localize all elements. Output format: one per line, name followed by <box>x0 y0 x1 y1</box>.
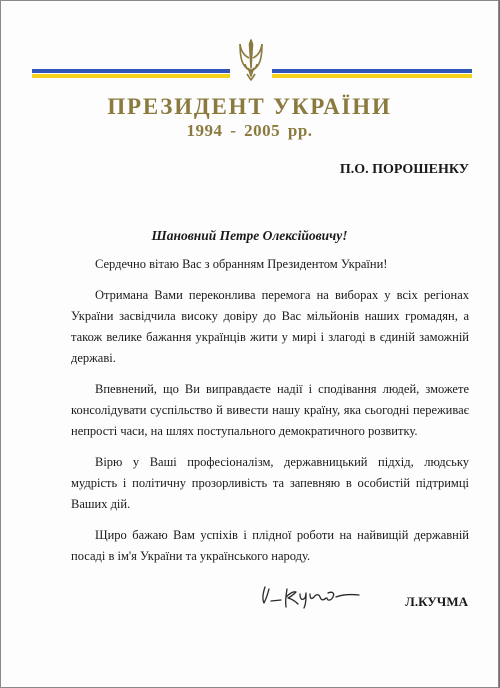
handwritten-signature <box>259 579 371 609</box>
paragraph: Щиро бажаю Вам успіхів і плідної роботи на найвищій державній посаді в ім'я України та українського народу. <box>71 528 469 563</box>
paragraph: Вірю у Ваші професіоналізм, державницький підхід, людську мудрість і політичну прозорливість та запевняю в особистій підтримці Ваших дій. <box>71 455 469 511</box>
signer-name: Л.КУЧМА <box>405 594 468 609</box>
trident-icon <box>236 38 266 82</box>
letterhead-years: 1994 - 2005 рр. <box>186 121 313 140</box>
letter-body <box>71 254 469 577</box>
addressee: П.О. ПОРОШЕНКУ <box>339 162 469 177</box>
paragraph: Сердечно вітаю Вас з обранням Президентом України! <box>95 257 388 271</box>
salutation: Шановний Петре Олексійовичу! <box>151 228 348 243</box>
paragraph: Впевнений, що Ви виправдаєте надії і сподівання людей, зможете консолідувати суспільство й вивести нашу країну, яка сьогодні переживає непрості часи, на шлях поступального демократичного розвитку. <box>71 382 469 438</box>
letter-page <box>1 1 498 687</box>
paragraph: Отримана Вами переконлива перемога на виборах у всіх регіонах України засвідчила високу довіру до Вас мільйонів наших громадян, а також велике бажання українців жити у мирі і злагоді в єдиній заможній державі. <box>71 288 469 365</box>
letterhead-title: ПРЕЗИДЕНТ УКРАЇНИ <box>107 94 392 119</box>
